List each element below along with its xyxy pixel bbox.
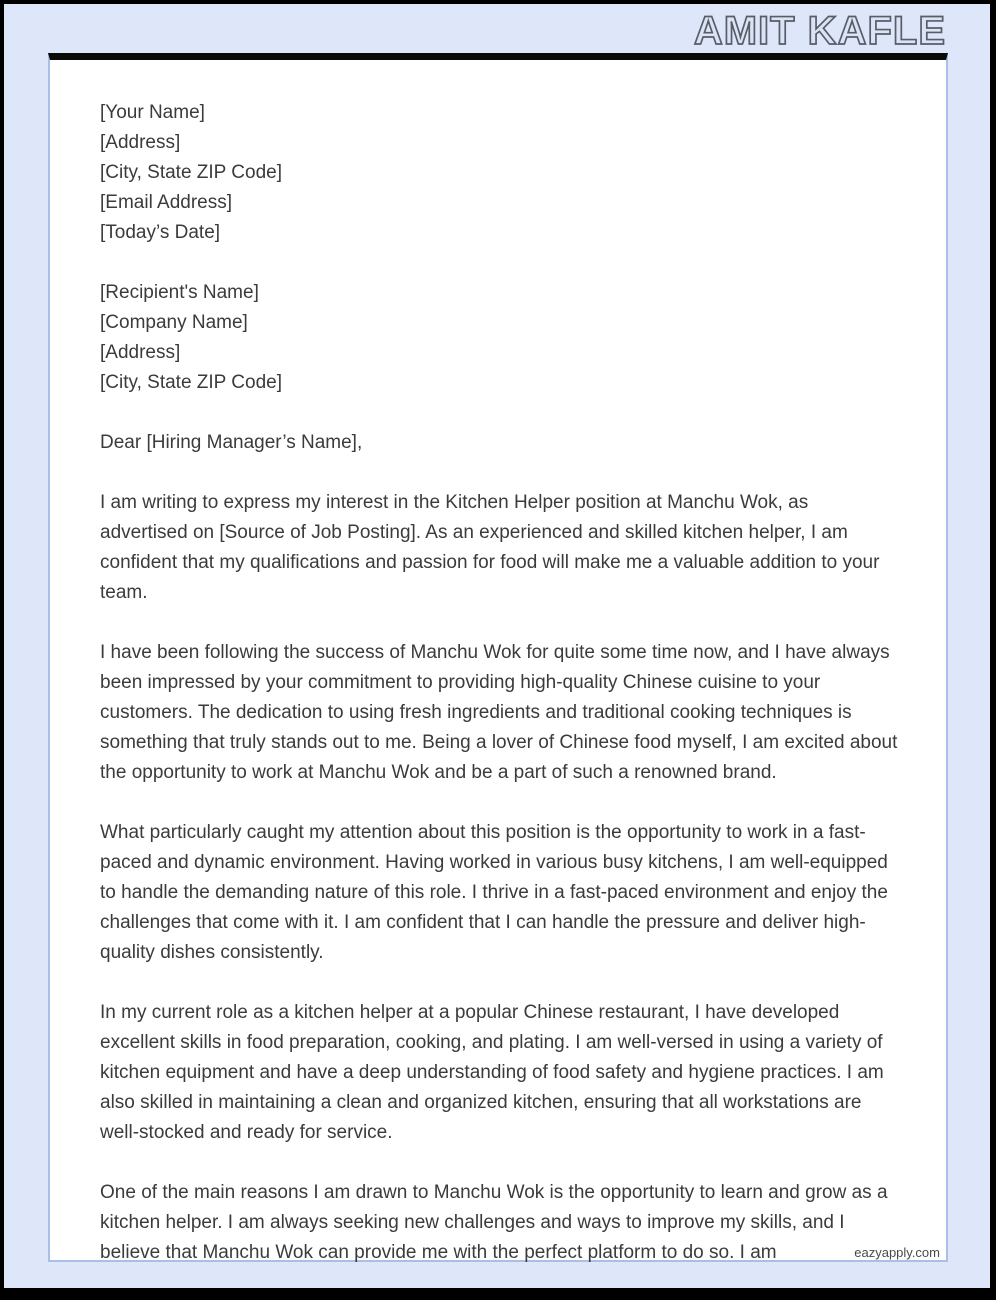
sender-date-line: [Today’s Date] xyxy=(100,222,221,243)
paragraph-environment: What particularly caught my attention about this position is the opportunity to work in a fast-paced and dynamic environment. Having worked in various busy kitchens, I am well-equipped to handle the demanding nature of this role. I thrive in a fast-paced environment and enjoy the challenges that come with it. I am confident that I can handle the pressure and deliver high-quality dishes consistently. xyxy=(100,822,888,963)
paragraph-company: I have been following the success of Manchu Wok for quite some time now, and I have always been impressed by your commitment to providing high-quality Chinese cuisine to your customers. The dedication to using fresh ingredients and traditional cooking techniques is something that truly stands out to me. Being a lover of Chinese food myself, I am excited about the opportunity to work at Manchu Wok and be a part of such a renowned brand. xyxy=(100,642,898,783)
letter-page xyxy=(48,53,948,1262)
salutation: Dear [Hiring Manager’s Name], xyxy=(100,432,363,453)
paragraph-intro: I am writing to express my interest in the Kitchen Helper position at Manchu Wok, as advertised on [Source of Job Posting]. As an experienced and skilled kitchen helper, I am confident that my qualifications and passion for food will make me a valuable addition to your team. xyxy=(100,492,880,603)
recipient-city-line: [City, State ZIP Code] xyxy=(100,372,282,393)
recipient-company-line: [Company Name] xyxy=(100,312,248,333)
recipient-name-line: [Recipient's Name] xyxy=(100,282,259,303)
sender-name-line: [Your Name] xyxy=(100,102,205,123)
header-author-name: AMIT KAFLE xyxy=(693,9,946,53)
letter-body xyxy=(50,60,946,1268)
watermark-eazyapply: eazyapply.com xyxy=(854,1245,940,1260)
sender-address-line: [Address] xyxy=(100,132,181,153)
sender-email-line: [Email Address] xyxy=(100,192,232,213)
recipient-address-line: [Address] xyxy=(100,342,181,363)
recipient-address-block xyxy=(100,278,901,398)
sender-address-block xyxy=(100,98,901,248)
paragraph-experience: In my current role as a kitchen helper at a popular Chinese restaurant, I have developed excellent skills in food preparation, cooking, and plating. I am well-versed in using a variety of kitchen equipment and have a deep understanding of food safety and hygiene practices. I am also skilled in maintaining a clean and organized kitchen, ensuring that all workstations are well-stocked and ready for service. xyxy=(100,1002,884,1143)
paragraph-growth: One of the main reasons I am drawn to Manchu Wok is the opportunity to learn and grow as a kitchen helper. I am always seeking new challenges and ways to improve my skills, and I believe that Manchu Wok can provide me with the perfect platform to do so. I am xyxy=(100,1182,888,1263)
sender-city-line: [City, State ZIP Code] xyxy=(100,162,282,183)
